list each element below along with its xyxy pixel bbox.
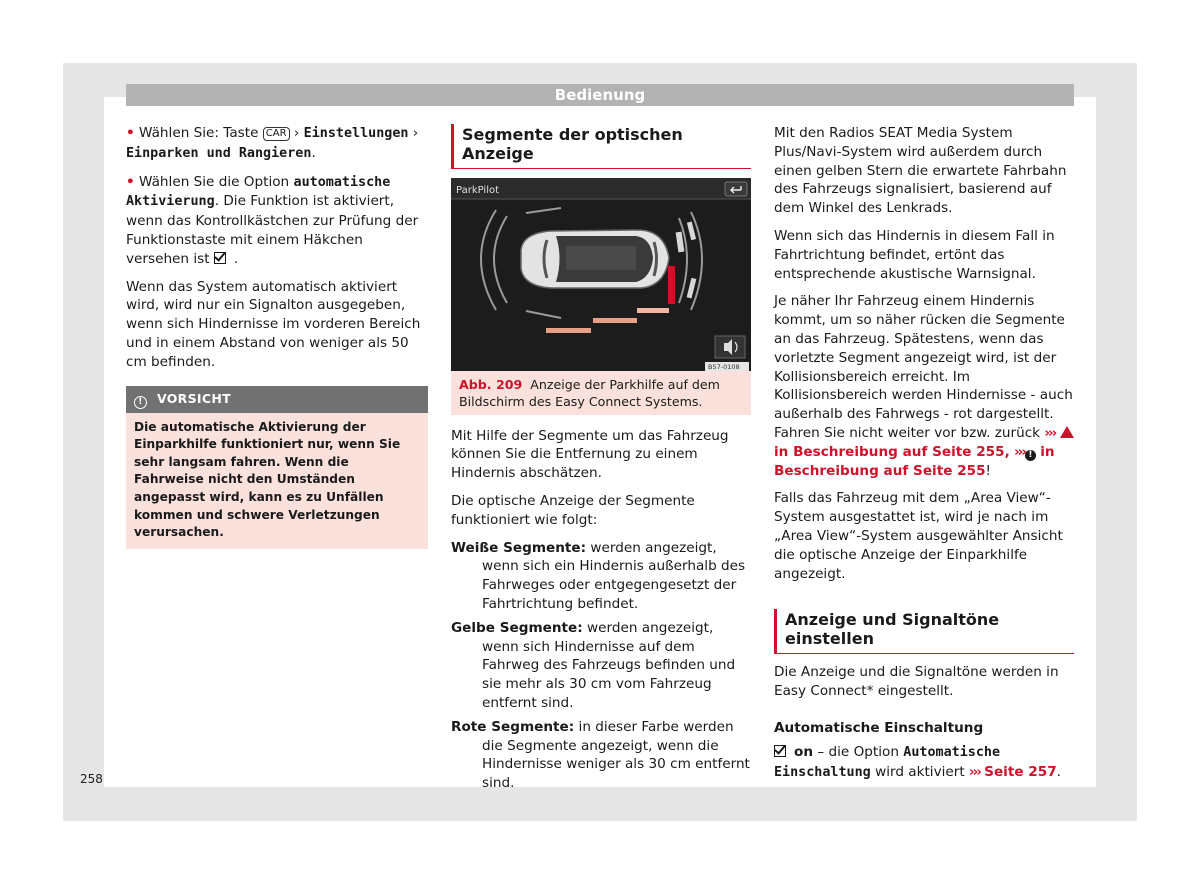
direction-paragraph: Wenn sich das Hindernis in diesem Fall in Fahrtrichtung befindet, ertönt das entsprechende akustische Warnsignal. [774, 227, 1055, 282]
bullet-icon: • [126, 173, 135, 190]
figure-caption: Abb. 209 Anzeige der Parkhilfe auf dem Bildschirm des Easy Connect Systems. [451, 371, 751, 415]
step-2: • Wählen Sie die Option automatische Aktivierung. Die Funktion ist aktiviert, wenn das Kontrollkästchen zur Prüfung der Funktionstaste mit einem Häkchen versehen ist . [126, 173, 419, 267]
caution-text: Die automatische Aktivierung der Einparkhilfe funktioniert nur, wenn Sie sehr langsam fahren. Wenn die Fahrweise nicht den Umständen angepasst wird, kann es zu Unfällen kommen und schwere Verletzungen verursachen. [134, 419, 401, 540]
reference-arrow-icon: ››› [1044, 424, 1056, 441]
screen-title: ParkPilot [456, 184, 500, 196]
checkbox-checked-icon [774, 745, 786, 757]
segments-how: Die optische Anzeige der Segmente funktioniert wie folgt: [451, 492, 695, 528]
segment-desc-red: Rote Segmente: in dieser Farbe werden die Segmente angezeigt, wenn die Hindernisse weniger als 30 cm entfernt sind. [451, 718, 750, 792]
area-view-paragraph: Falls das Fahrzeug mit dem „Area View“-System ausgestattet ist, wird je nach im „Area View“-System ausgewählter Ansicht die optische Anzeige der Einparkhilfe angezeigt. [774, 490, 1063, 582]
step-1: • Wählen Sie: Taste CAR › Einstellungen › Einparken und Rangieren. [126, 125, 419, 161]
reference-arrow-icon: ››› [1014, 443, 1025, 460]
column-left [126, 124, 428, 549]
sound-icon[interactable] [715, 336, 745, 358]
collision-paragraph: Je näher Ihr Fahrzeug einem Hindernis kommt, um so näher rücken die Segmente an das Fahrzeug. Spätestens, wenn das vorletzte Segment angezeigt wird, ist der Kollisionsbereich erreicht. Im Kollisionsbereich werden Hindernisse - auch außerhalb des Fahrwegs - rot dargestellt. Fahren Sie nicht weiter vor bzw. zurück ››› in Beschreibung auf Seite 255, ››› ! in Beschreibung auf Seite 255! [774, 293, 1073, 479]
image-code-tag [705, 362, 749, 371]
menu-parking: Einparken und Rangieren [126, 145, 312, 161]
figure-label: Abb. 209 [459, 376, 523, 392]
caution-header: ! VORSICHT [126, 386, 428, 413]
page-number: 258 [80, 772, 103, 786]
reference-link-2[interactable]: in Beschreibung auf Seite 255 [774, 443, 1055, 479]
segment-desc-yellow: Gelbe Segmente: werden angezeigt, wenn sich Hindernisse auf dem Fahrweg des Fahrzeugs befinden und sie mehr als 30 cm vom Fahrzeug entfernt sind. [451, 619, 736, 711]
warning-circle-icon: ! [134, 396, 147, 409]
menu-settings: Einstellungen [303, 126, 409, 141]
caution-box [126, 386, 428, 549]
parkpilot-screen [451, 178, 751, 371]
settings-paragraph: Die Anzeige und die Signaltöne werden in Easy Connect* eingestellt. [774, 663, 1059, 699]
bullet-icon: • [126, 125, 135, 141]
chapter-header: Bedienung [126, 84, 1074, 106]
warning-triangle-icon [1060, 426, 1074, 438]
segment-desc-white: Weiße Segmente: werden angezeigt, wenn sich ein Hindernis außerhalb des Fahrweges oder entgegengesetzt der Fahrtrichtung befindet. [451, 539, 746, 612]
section-title-segments: Segmente der optischen Anzeige [451, 124, 751, 169]
option-auto-on: Automatische Einschaltung [774, 745, 1001, 781]
reference-link-3[interactable]: Seite 257 [984, 764, 1057, 781]
checkbox-checked-icon [214, 252, 226, 264]
auto-on-item: on – die Option Automatische Einschaltung wird aktiviert ››› Seite 257. [774, 744, 1061, 781]
car-icon [521, 230, 669, 288]
reference-link-1[interactable]: in Beschreibung auf Seite 255, [774, 443, 1010, 460]
radio-paragraph: Mit den Radios SEAT Media System Plus/Navi-System wird außerdem durch einen gelben Stern die erwartete Fahrbahn des Fahrzeugs signalisiert, basierend auf dem Winkel des Lenkrads. [774, 125, 1067, 217]
back-arrow-icon[interactable] [725, 182, 747, 196]
svg-text:B57-0108: B57-0108 [708, 362, 740, 371]
option-auto-activation: automatische Aktivierung [126, 174, 391, 210]
segments-intro: Mit Hilfe der Segmente um das Fahrzeug können Sie die Entfernung zu einem Hindernis abschätzen. [451, 427, 729, 482]
car-key: CAR [263, 127, 290, 141]
auto-activation-note: Wenn das System automatisch aktiviert wird, wird nur ein Signalton ausgegeben, wenn sich Hindernisse im vorderen Bereich und in einem Abstand von weniger als 50 cm befinden. [126, 278, 421, 370]
column-middle [451, 124, 751, 798]
subsection-title: Automatische Einschaltung [774, 719, 984, 736]
reference-arrow-icon: ››› [969, 764, 980, 781]
section-title-settings: Anzeige und Signaltöne einstellen [774, 609, 1074, 654]
info-dot-icon: ! [1025, 450, 1036, 461]
figure-parkpilot [451, 178, 751, 415]
column-right [774, 124, 1074, 792]
